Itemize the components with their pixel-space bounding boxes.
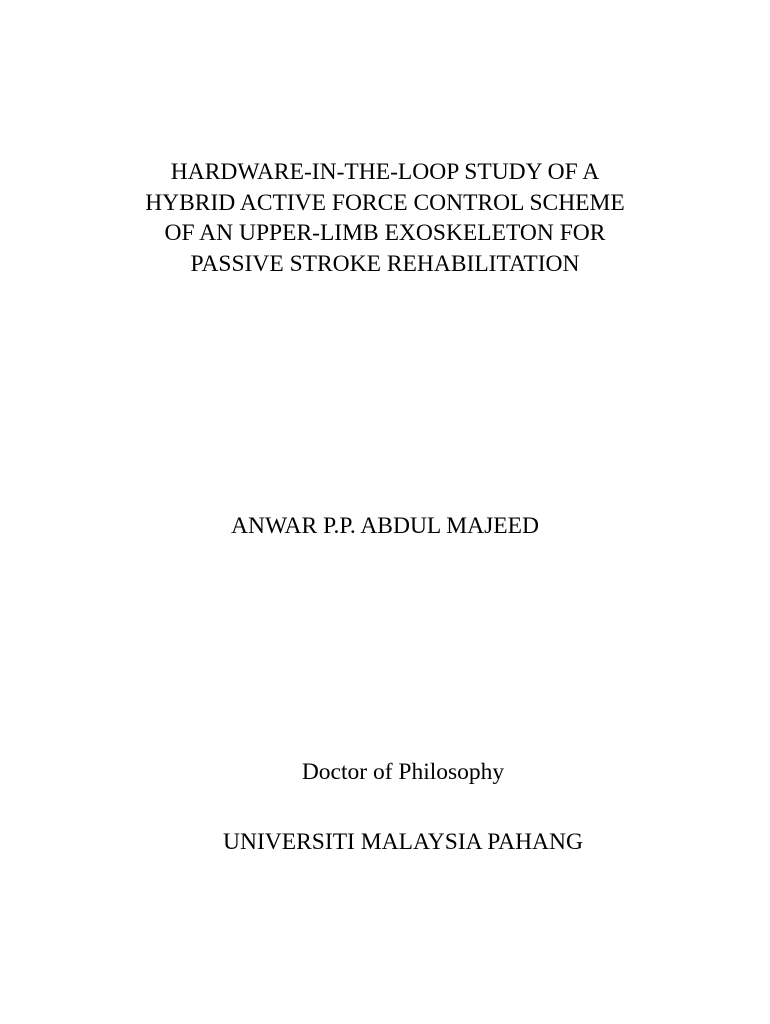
thesis-title-line-1: HARDWARE-IN-THE-LOOP STUDY OF A (170, 159, 600, 185)
thesis-title-line-3: OF AN UPPER-LIMB EXOSKELETON FOR (164, 220, 606, 246)
thesis-title-line-2: HYBRID ACTIVE FORCE CONTROL SCHEME (145, 189, 625, 216)
degree-name: Doctor of Philosophy (301, 759, 505, 785)
thesis-title-line-4: PASSIVE STROKE REHABILITATION (190, 250, 580, 277)
thesis-title (0, 157, 770, 279)
author-name: ANWAR P.P. ABDUL MAJEED (231, 513, 539, 539)
university-name: UNIVERSITI MALAYSIA PAHANG (223, 829, 583, 855)
